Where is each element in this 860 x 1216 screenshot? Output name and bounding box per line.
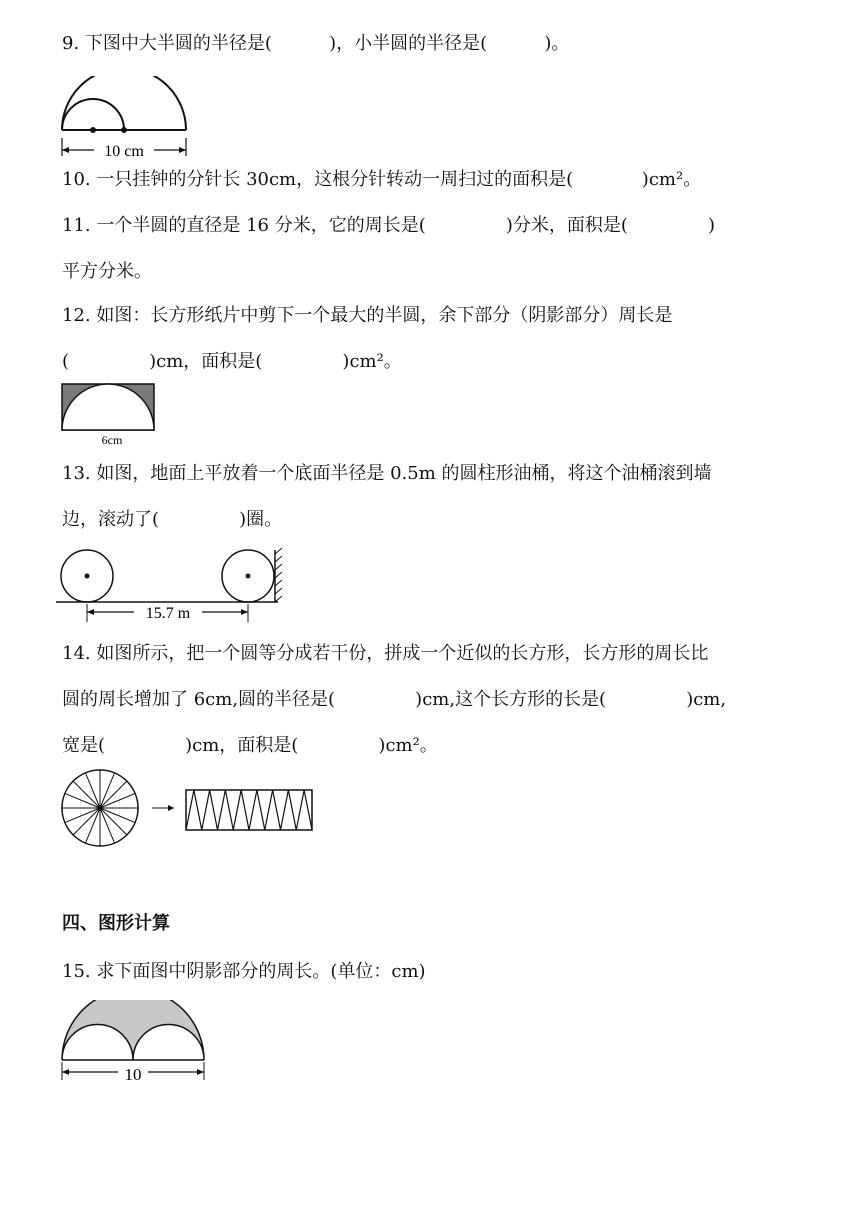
q12-figure [58, 382, 158, 448]
q13-line2: 边，滚动了( )圈。 [62, 509, 283, 530]
q9-text: 9. 下图中大半圆的半径是( )，小半圆的半径是( )。 [62, 33, 570, 54]
sector-line [73, 781, 100, 808]
small-semicircle [62, 99, 124, 130]
q10-text: 10. 一只挂钟的分针长 30cm，这根分针转动一周扫过的面积是( )cm²。 [62, 169, 702, 190]
q15-text: 15. 求下面图中阴影部分的周长。(单位：cm) [62, 961, 426, 982]
section-4-title: 四、图形计算 [62, 913, 170, 934]
distance-label: 15.7 m [145, 605, 191, 622]
sector-line [100, 808, 127, 835]
sector-line [73, 808, 100, 835]
width-label: 6cm [101, 433, 123, 447]
q14-line3: 宽是( )cm，面积是( )cm²。 [62, 735, 438, 756]
dimension-label: 10 cm [104, 143, 144, 158]
q12-line1: 12. 如图：长方形纸片中剪下一个最大的半圆，余下部分（阴影部分）周长是 [62, 305, 673, 326]
base-length-label: 10 [124, 1065, 142, 1084]
sector-line [100, 781, 127, 808]
wall-hatching [275, 548, 282, 602]
divided-circle [62, 770, 138, 846]
q13-figure [56, 544, 292, 626]
q11-line1: 11. 一个半圆的直径是 16 分米，它的周长是( )分米，面积是( ) [62, 215, 715, 236]
q14-line2: 圆的周长增加了 6cm,圆的半径是( )cm,这个长方形的长是( )cm, [62, 689, 727, 710]
q14-figure [58, 766, 318, 850]
q12-line2: ( )cm，面积是( )cm²。 [62, 351, 402, 372]
shaded-region [62, 1000, 204, 1060]
q14-line1: 14. 如图所示，把一个圆等分成若干份，拼成一个近似的长方形，长方形的周长比 [62, 643, 709, 664]
q11-line2: 平方分米。 [62, 261, 152, 282]
center-dot-large [121, 127, 127, 133]
sector-zigzag [186, 790, 312, 830]
q15-figure [56, 1000, 212, 1086]
q9-figure [56, 76, 196, 158]
center-dot-small [90, 127, 96, 133]
approximate-rectangle [186, 790, 312, 830]
q13-line1: 13. 如图，地面上平放着一个底面半径是 0.5m 的圆柱形油桶，将这个油桶滚到墙 [62, 463, 712, 484]
